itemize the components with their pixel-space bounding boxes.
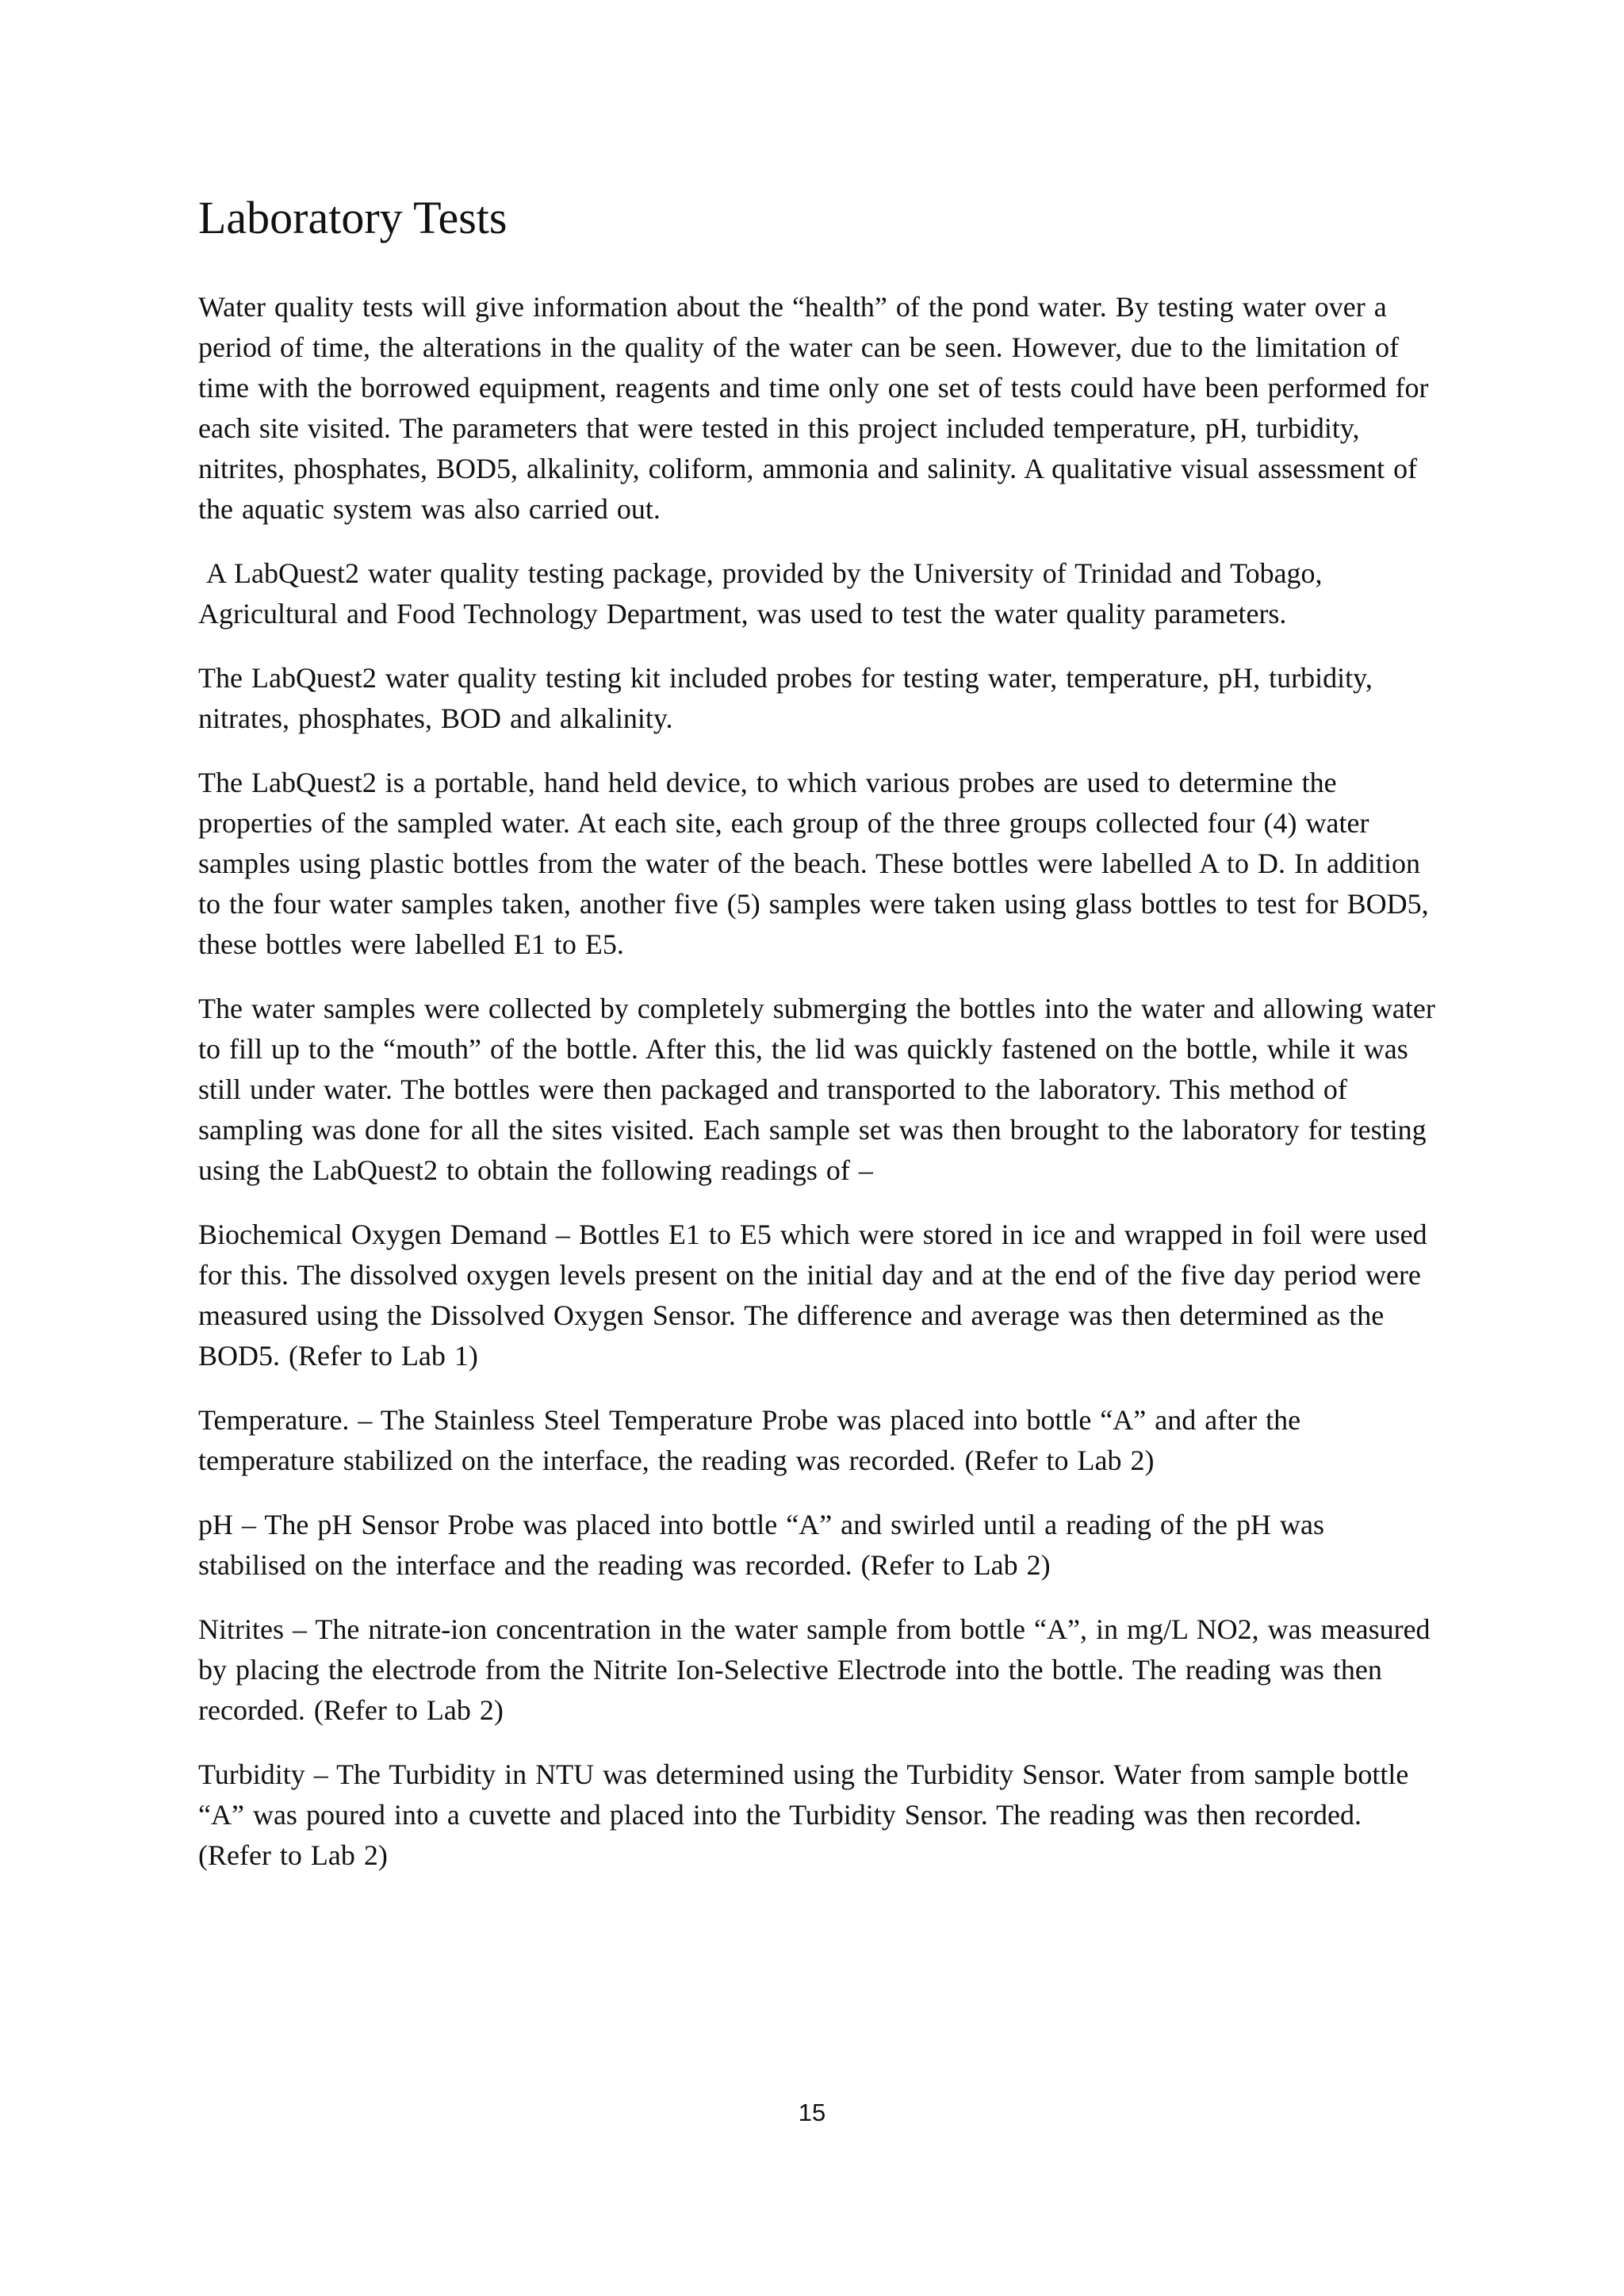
paragraph-testing-kit: The LabQuest2 water quality testing kit included probes for testing water, temperature, pH, turbidity, nitrates, phosphates, BOD and alkalinity. [198, 661, 1373, 734]
paragraph-temperature: Temperature. – The Stainless Steel Temperature Probe was placed into bottle “A” and after the temperature stabilized on the interface, the reading was recorded. (Refer to Lab 2) [198, 1403, 1301, 1476]
paragraph-ph: pH – The pH Sensor Probe was placed into bottle “A” and swirled until a reading of the pH was stabilised on the interface and the reading was recorded. (Refer to Lab 2) [198, 1508, 1325, 1581]
paragraph-water-quality-intro: Water quality tests will give information about the “health” of the pond water. By testing water over a period of time, the alterations in the quality of the water can be seen. However, due to the limitation of time with the borrowed equipment, reagents and time only one set of tests could have been performed for each site visited. The parameters that were tested in this project included temperature, pH, turbidity, nitrites, phosphates, BOD5, alkalinity, coliform, ammonia and salinity. A qualitative visual assessment of the aquatic system was also carried out. [198, 290, 1429, 525]
paragraph-turbidity: Turbidity – The Turbidity in NTU was determined using the Turbidity Sensor. Water from sample bottle “A” was poured into a cuvette and placed into the Turbidity Sensor. The reading was then recorded. (Refer to Lab 2) [198, 1758, 1409, 1871]
paragraph-bod: Biochemical Oxygen Demand – Bottles E1 to E5 which were stored in ice and wrapped in foil were used for this. The dissolved oxygen levels present on the initial day and at the end of the five day period were measured using the Dissolved Oxygen Sensor. The difference and average was then determined as the BOD5. (Refer to Lab 1) [198, 1218, 1427, 1372]
paragraph-nitrites: Nitrites – The nitrate-ion concentration in the water sample from bottle “A”, in mg/L NO2, was measured by placing the electrode from the Nitrite Ion-Selective Electrode into the bottle. The reading was then recorded. (Refer to Lab 2) [198, 1613, 1431, 1726]
paragraph-device-sampling: The LabQuest2 is a portable, hand held device, to which various probes are used to determine the properties of the sampled water. At each site, each group of the three groups collected four (4) water samples using plastic bottles from the water of the beach. These bottles were labelled A to D. In addition to the four water samples taken, another five (5) samples were taken using glass bottles to test for BOD5, these bottles were labelled E1 to E5. [198, 766, 1429, 960]
paragraph-labquest-package: A LabQuest2 water quality testing package, provided by the University of Trinidad and Tobago, Agricultural and Food Technology Department, was used to test the water quality parameters. [198, 557, 1323, 629]
section-heading: Laboratory Tests [198, 192, 508, 243]
page-content [198, 190, 1435, 1900]
page-number: 15 [798, 2099, 826, 2126]
paragraph-sample-collection: The water samples were collected by completely submerging the bottles into the water and allowing water to fill up to the “mouth” of the bottle. After this, the lid was quickly fastened on the bottle, while it was still under water. The bottles were then packaged and transported to the laboratory. This method of sampling was done for all the sites visited. Each sample set was then brought to the laboratory for testing using the LabQuest2 to obtain the following readings of – [198, 992, 1435, 1186]
